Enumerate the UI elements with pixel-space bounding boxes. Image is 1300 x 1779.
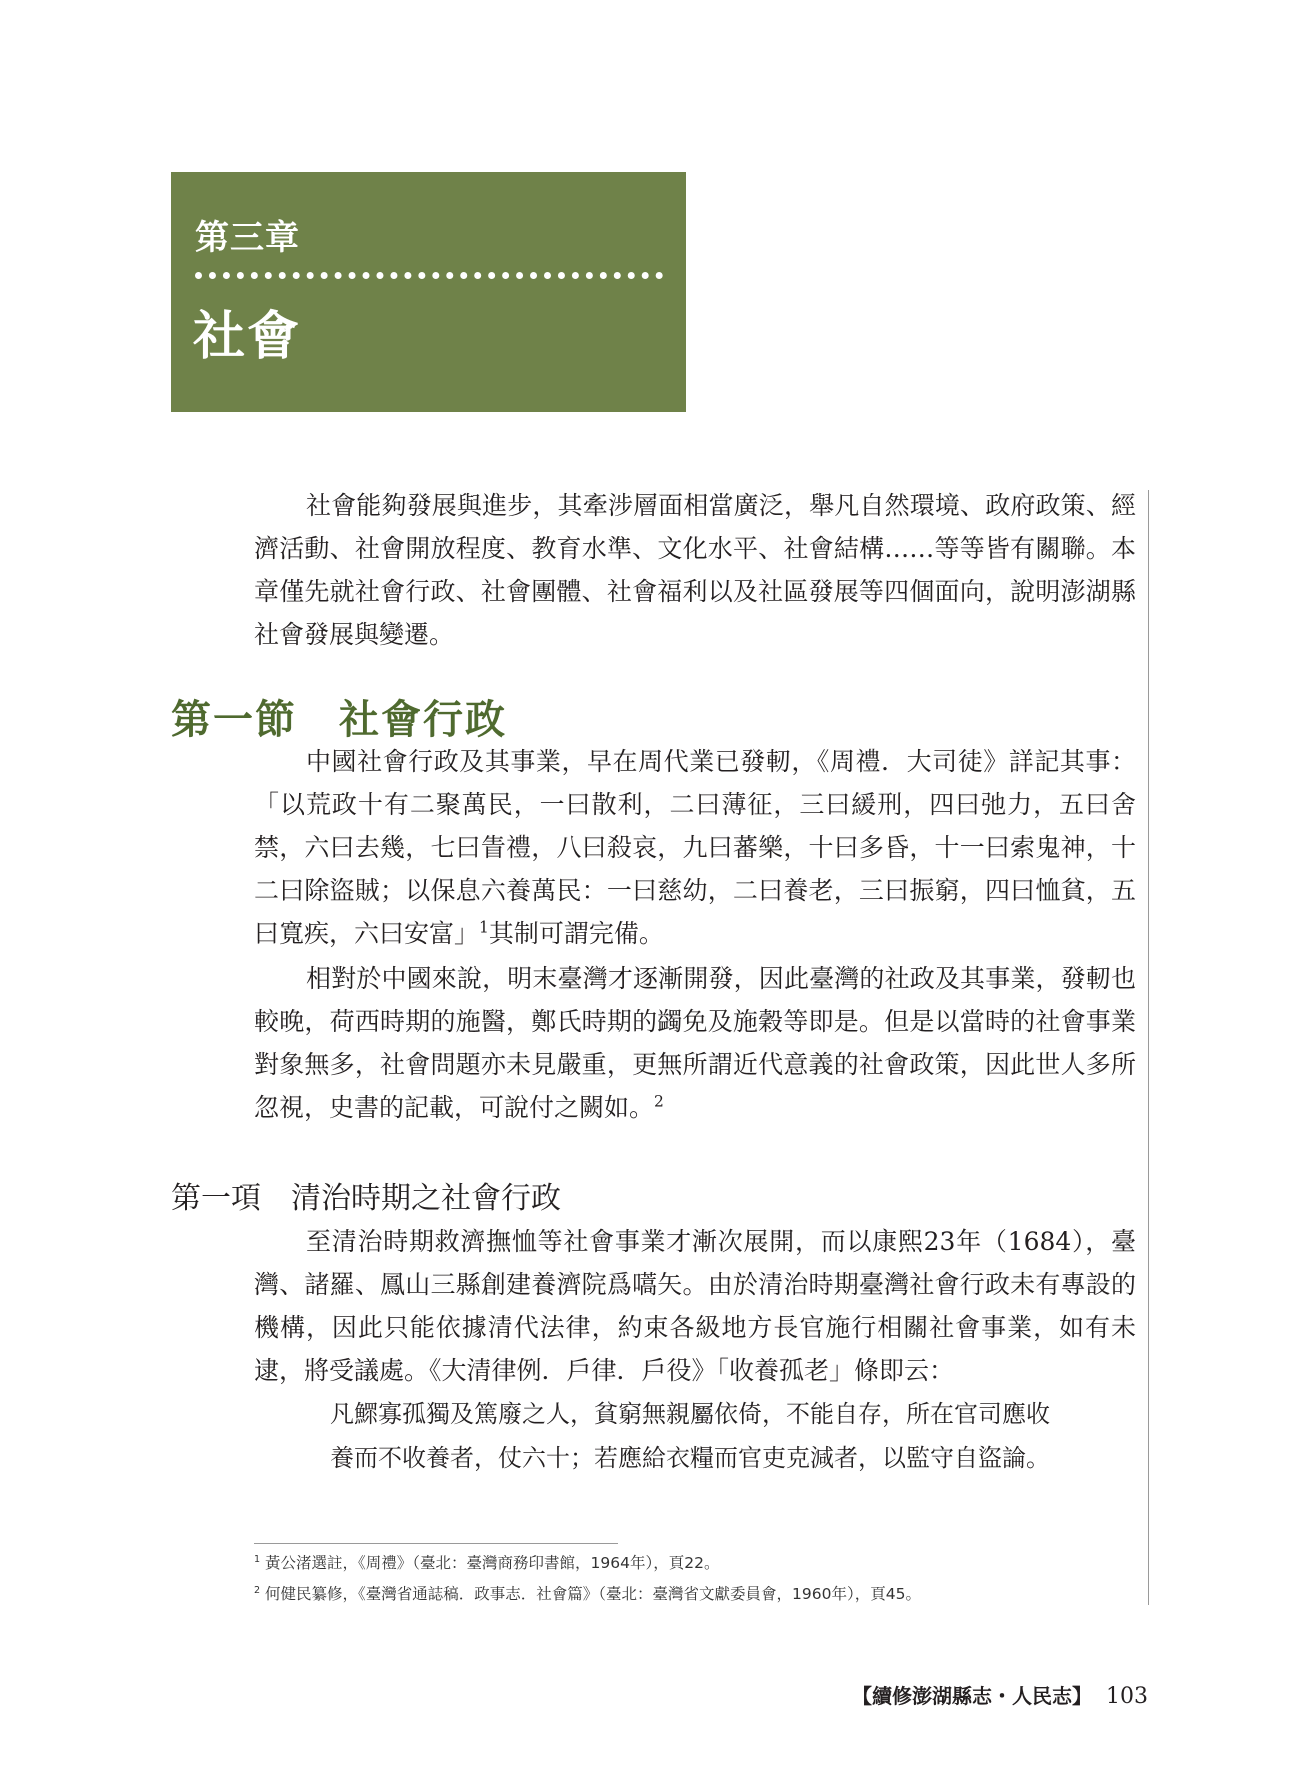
paragraph-text: 至清治時期救濟撫恤等社會事業才漸次展開，而以康熙23年（1684），臺灣、諸羅、鳳山三縣創建養濟院爲嚆矢。由於清治時期臺灣社會行政未有專設的機構，因此只能依據清代法律，約束各級地方長官施行相關社會事業，如有未逮，將受議處。《大清律例．戶律．戶役》「收養孤老」條即云： [254, 1227, 1136, 1385]
footnote-2 [254, 1584, 921, 1604]
page-number: 103 [1106, 1684, 1148, 1709]
footnote-ref-2[interactable]: 2 [654, 1092, 664, 1111]
running-footer [852, 1680, 1148, 1709]
footnote-text: 何健民纂修，《臺灣省通誌稿．政事志．社會篇》（臺北：臺灣省文獻委員會，1960年），頁45。 [265, 1585, 921, 1603]
item-number: 第一項 [171, 1181, 261, 1216]
chapter-heading-box [171, 172, 686, 412]
item-title: 清治時期之社會行政 [291, 1181, 561, 1216]
quote-line: 養而不收養者，仗六十；若應給衣糧而官吏克減者，以監守自盜論。 [330, 1444, 1050, 1472]
chapter-title: 社會 [193, 306, 302, 367]
section-paragraph-1 [254, 740, 1136, 955]
margin-rule [1148, 490, 1149, 1605]
item-heading [171, 1173, 561, 1217]
footnote-ref-1[interactable]: 1 [479, 918, 489, 937]
footnote-divider [254, 1543, 618, 1544]
section-number: 第一節 [171, 696, 297, 743]
footnote-number: 2 [254, 1584, 261, 1596]
item-paragraph [254, 1220, 1136, 1392]
intro-text: 社會能夠發展與進步，其牽涉層面相當廣泛，舉凡自然環境、政府政策、經濟活動、社會開放程度、教育水準、文化水平、社會結構……等等皆有關聯。本章僅先就社會行政、社會團體、社會福利以及社區發展等四個面向，說明澎湖縣社會發展與變遷。 [254, 491, 1136, 649]
dotted-divider [195, 272, 663, 279]
running-title: 【續修澎湖縣志・人民志】 [852, 1684, 1092, 1708]
paragraph-tail: 其制可謂完備。 [488, 919, 664, 948]
quote-line: 凡鰥寡孤獨及篤廢之人，貧窮無親屬依倚，不能自存，所在官司應收 [330, 1400, 1050, 1428]
section-title: 社會行政 [339, 696, 507, 743]
paragraph-text: 中國社會行政及其事業，早在周代業已發軔，《周禮．大司徒》詳記其事：「以荒政十有二聚萬民，一曰散利，二曰薄征，三曰緩刑，四曰弛力，五曰舍禁，六曰去幾，七曰眚禮，八曰殺哀，九曰蕃樂，十曰多昏，十一曰索鬼神，十二曰除盜賊；以保息六養萬民：一曰慈幼，二曰養老，三曰振窮，四曰恤貧，五曰寬疾，六曰安富」 [254, 747, 1136, 948]
footnote-text: 黃公渚選註，《周禮》（臺北：臺灣商務印書館，1964年），頁22。 [265, 1554, 720, 1572]
section-heading [171, 688, 507, 745]
intro-paragraph [254, 484, 1136, 656]
paragraph-text: 相對於中國來說，明末臺灣才逐漸開發，因此臺灣的社政及其事業，發軔也較晚，荷西時期的施醫，鄭氏時期的蠲免及施穀等即是。但是以當時的社會事業對象無多，社會問題亦未見嚴重，更無所謂近代意義的社會政策，因此世人多所忽視，史書的記載，可說付之闕如。 [254, 964, 1136, 1122]
footnote-1 [254, 1553, 719, 1573]
chapter-label: 第三章 [195, 218, 300, 258]
block-quote [330, 1392, 1110, 1480]
section-paragraph-2 [254, 957, 1136, 1129]
footnote-number: 1 [254, 1553, 261, 1565]
